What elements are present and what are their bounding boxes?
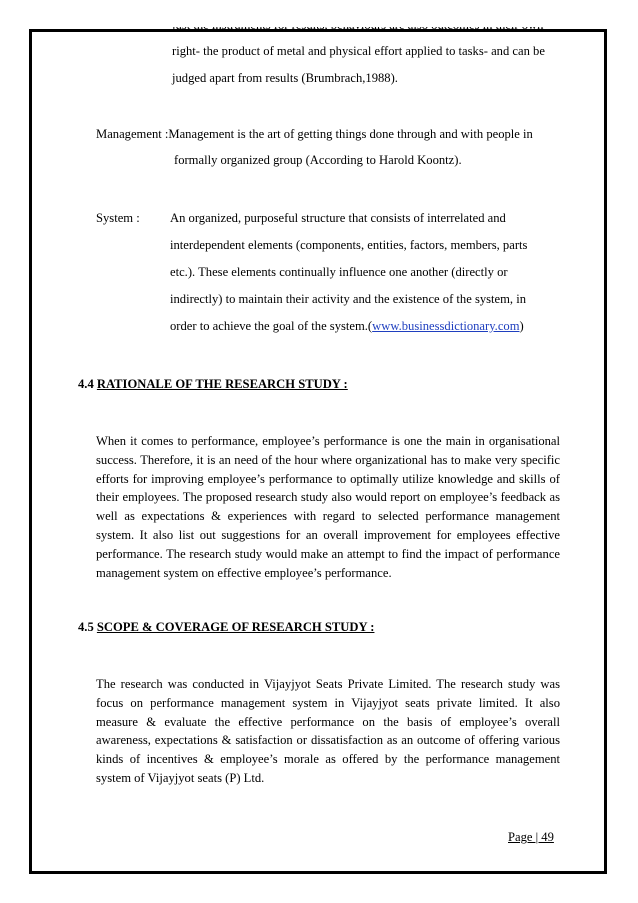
section-4-4-number: 4.4 — [78, 377, 97, 391]
section-4-5-title: SCOPE & COVERAGE OF RESEARCH STUDY : — [96, 620, 375, 634]
page-number: Page | 49 — [508, 830, 554, 844]
system-term: System : — [96, 211, 140, 225]
management-term: Management : — [96, 127, 169, 141]
section-4-5-number: 4.5 — [78, 620, 97, 634]
continuation-line-3: judged apart from results (Brumbrach,1988). — [172, 71, 398, 85]
system-line-5-close: ) — [519, 319, 524, 333]
section-4-4-body: When it comes to performance, employee’s performance is one the main in organisational success. Therefore, it is an need of the hour where organizational has to make very specific efforts for improving employee’s performance to optimally utilize knowledge and skills of their employees. The proposed research study also would report on employee’s feedback as well as expectations & experiences with regard to selected performance management system. It also list out suggestions for an overall improvement for employees effective performance. The research study would make an attempt to find the impact of performance management system on effective employee’s performance. — [96, 434, 560, 580]
section-4-4-heading — [78, 376, 348, 392]
system-line-2: interdependent elements (components, entities, factors, members, parts — [170, 238, 528, 252]
section-4-5-heading — [78, 619, 374, 635]
section-4-4-title: RATIONALE OF THE RESEARCH STUDY : — [96, 377, 348, 391]
system-line-1: An organized, purposeful structure that consists of interrelated and — [170, 211, 506, 225]
system-line-5 — [170, 318, 524, 334]
system-line-3: etc.). These elements continually influence one another (directly or — [170, 265, 508, 279]
management-line-1: Management is the art of getting things done through and with people in — [168, 127, 533, 141]
section-4-5-body: The research was conducted in Vijayjyot Seats Private Limited. The research study was focus on performance management system in Vijayjyot seats private limited. It also measure & evaluate the effective performance on the basis of employee’s overall awareness, expectations & satisfaction or dissatisfaction as an outcome of offering various kinds of incentives & employee’s morale as offered by the performance management system of Vijayjyot seats (P) Ltd. — [96, 677, 560, 785]
system-line-4: indirectly) to maintain their activity and the existence of the system, in — [170, 292, 527, 306]
page-top-margin — [0, 0, 638, 27]
continuation-line-2: right- the product of metal and physical effort applied to tasks- and can be — [172, 44, 545, 58]
management-definition — [96, 126, 533, 142]
businessdictionary-link[interactable]: www.businessdictionary.com — [372, 319, 520, 333]
system-line-5-text: order to achieve the goal of the system.( — [170, 319, 373, 333]
management-line-2: formally organized group (According to Harold Koontz). — [174, 153, 462, 167]
